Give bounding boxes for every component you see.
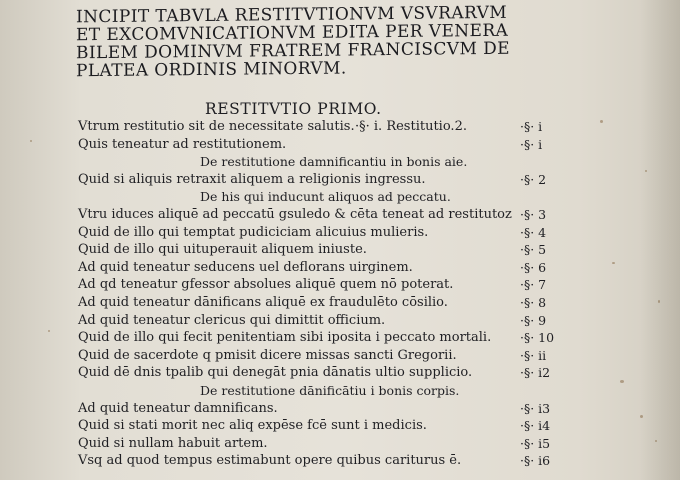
section-reference: ·§· 6 [520,259,547,275]
entry-text: Quid de illo qui uituperauit aliquem iniuste. [78,242,367,258]
list-item [0,259,680,277]
entry-text: Ad quid teneatur dānificans aliquē ex fraudulēto cōsilio. [78,295,448,310]
list-item [0,435,680,453]
section-reference: ·§· 3 [520,207,547,222]
section-reference: ·§· 5 [520,242,547,258]
entry-text: Vsq ad quod tempus estimabunt opere quibus cariturus ē. [78,453,462,469]
header-line: BILEM DOMINVM FRATREM FRANCISCVM DE [76,38,510,64]
header-line: INCIPIT TABVLA RESTITVTIONVM VSVRARVM [76,2,508,28]
entry-text: Quid de sacerdote q pmisit dicere missas sancti Gregorii. [78,347,457,363]
list-item [0,329,680,347]
section-reference: ·§· i [520,119,543,134]
list-item [0,188,680,206]
subheading-text: De restitutione damnificantiu in bonis aie. [200,154,468,170]
list-item [0,364,680,382]
section-reference: ·§· i6 [520,453,551,469]
entry-text: Quid de illo qui fecit penitentiam sibi iposita i peccato mortali. [78,330,492,346]
section-reference: ·§· i5 [520,435,551,451]
section-reference: ·§· i [520,136,543,152]
section-reference: ·§· 2 [520,171,547,187]
section-reference: ·§· 9 [520,312,547,328]
section-title: RESTITVTIO PRIMO. [205,100,382,118]
entry-text: Quid si nullam habuit artem. [78,435,268,451]
list-item [0,400,680,418]
subheading-text: De restitutione dānificātiu i bonis corpis. [200,383,460,398]
list-item [0,417,680,435]
list-item [0,241,680,259]
list-item [0,118,680,136]
section-reference: ·§· i2 [520,365,551,381]
list-item [0,171,680,189]
page-edge-shadow [640,0,680,480]
section-reference: ·§· 8 [520,295,547,310]
section-reference: ·§· ii [520,347,547,363]
entry-text: Quid de illo qui temptat pudiciciam alicuius mulieris. [78,224,429,240]
entry-text: Quid si stati morit nec aliq expēse fcē sunt i medicis. [78,418,427,434]
entry-text: Quid si aliquis retraxit aliquem a religionis ingressu. [78,171,426,187]
header-line: PLATEA ORDINIS MINORVM. [76,58,347,82]
list-item [0,224,680,242]
section-reference: ·§· 4 [520,224,547,240]
entry-text: Vtru iduces aliquē ad peccatū gsuledo & cēta teneat ad restitutoz [78,207,512,222]
entry-text: Vtrum restitutio sit de necessitate salutis. [78,119,355,134]
subheading-text: De his qui inducunt aliquos ad peccatu. [200,189,451,205]
list-item [0,153,680,171]
entry-text: Quis teneatur ad restitutionem. [78,136,287,152]
entry-text: Ad quid teneatur damnificans. [78,400,278,416]
list-item [0,206,680,224]
section-reference: ·§· 7 [520,277,547,293]
section-reference: ·§· i3 [520,400,551,416]
list-item [0,294,680,312]
section-reference: ·§· 10 [520,330,555,346]
list-item [0,452,680,470]
list-item [0,276,680,294]
entry-text: Quid dē dnis tpalib qui denegāt pnia dānatis ultio supplicio. [78,365,473,381]
list-item [0,312,680,330]
incipit-header [76,4,516,81]
header-line: ET EXCOMVNICATIONVM EDITA PER VENERA [76,20,509,46]
section-reference: ·§· i4 [520,418,551,434]
entry-text: Ad quid teneatur clericus qui dimittit officium. [78,312,386,328]
entry-extra-reference: ·§· i. Restitutio.2. [355,119,467,134]
list-item [0,347,680,365]
entry-text: Ad qd teneatur gfessor absolues aliquē quem nō poterat. [78,277,454,293]
entry-text: Ad quid teneatur seducens uel deflorans uirginem. [78,259,413,275]
list-item [0,136,680,154]
list-item [0,382,680,400]
